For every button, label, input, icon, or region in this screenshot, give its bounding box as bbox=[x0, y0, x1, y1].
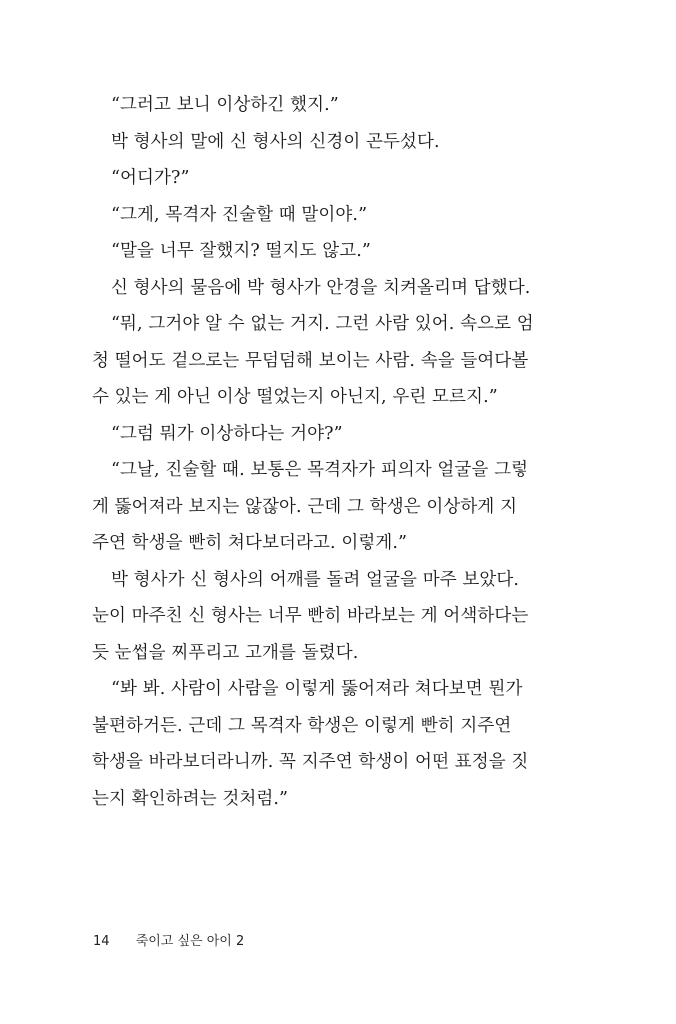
text-line: “뭐, 그거야 알 수 없는 거지. 그런 사람 있어. 속으로 엄 bbox=[111, 314, 534, 334]
text-line: “그날, 진술할 때. 보통은 목격자가 피의자 얼굴을 그렇 bbox=[111, 460, 529, 480]
text-line: 수 있는 게 아닌 이상 떨었는지 아닌지, 우린 모르지.” bbox=[92, 387, 498, 407]
text-line: 박 형사가 신 형사의 어깨를 돌려 얼굴을 마주 보았다. bbox=[111, 569, 520, 590]
text-line: “봐 봐. 사람이 사람을 이렇게 뚫어져라 쳐다보면 뭔가 bbox=[111, 679, 523, 699]
text-line: 주연 학생을 빤히 쳐다보더라고. 이렇게.” bbox=[92, 533, 408, 553]
text-line: 눈이 마주친 신 형사는 너무 빤히 바라보는 게 어색하다는 bbox=[92, 606, 529, 626]
text-line: 게 뚫어져라 보지는 않잖아. 근데 그 학생은 이상하게 지 bbox=[92, 496, 518, 517]
text-line: 불편하거든. 근데 그 목격자 학생은 이렇게 빤히 지주연 bbox=[92, 715, 512, 736]
text-line: 청 떨어도 겉으로는 무덤덤해 보이는 사람. 속을 들여다볼 bbox=[92, 350, 529, 371]
text-line: 박 형사의 말에 신 형사의 신경이 곤두섰다. bbox=[111, 131, 440, 152]
text-line: 신 형사의 물음에 박 형사가 안경을 치켜올리며 답했다. bbox=[111, 277, 531, 298]
text-line: 듯 눈썹을 찌푸리고 고개를 돌렸다. bbox=[92, 642, 359, 663]
text-line: “그러고 보니 이상하긴 했지.” bbox=[111, 95, 339, 115]
page-number: 14 bbox=[93, 934, 110, 949]
text-line: 학생을 바라보더라니까. 꼭 지주연 학생이 어떤 표정을 짓 bbox=[92, 752, 529, 772]
text-line: “말을 너무 잘했지? 떨지도 않고.” bbox=[111, 241, 371, 261]
book-title: 죽이고 싶은 아이 2 bbox=[135, 934, 245, 949]
text-line: “그럼 뭐가 이상하다는 거야?” bbox=[111, 423, 343, 444]
text-line: 는지 확인하려는 것처럼.” bbox=[92, 788, 289, 809]
body-text bbox=[92, 87, 592, 817]
page-footer bbox=[93, 930, 244, 949]
text-line: “어디가?” bbox=[111, 168, 190, 188]
text-line: “그게, 목격자 진술할 때 말이야.” bbox=[111, 204, 368, 225]
